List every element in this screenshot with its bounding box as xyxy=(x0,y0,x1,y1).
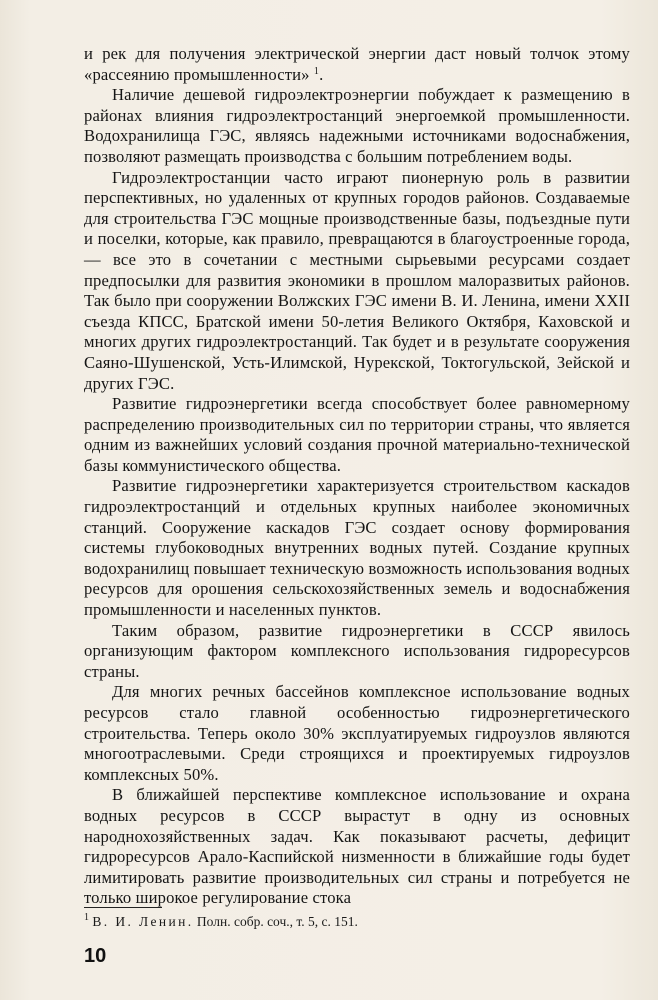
paragraph-6: Таким образом, развитие гидроэнергетики в СССР явилось организующим фактором комплексного использования гидроресурсов страны. xyxy=(84,620,630,681)
paragraph-4: Развитие гидроэнергетики всегда способствует более равномерному распределению производительных сил по территории страны, что является одним из важнейших условий создания прочной материально-технической базы коммунистического общества. xyxy=(84,394,630,475)
paragraph-5: Развитие гидроэнергетики характеризуется строительством каскадов гидроэлектростанций и отдельных крупных наиболее экономичных станций. Сооружение каскадов ГЭС создает основу формирования системы глубоководных внутренних водных путей. Создание крупных водохранилищ повышает техническую возможность использования водных ресурсов для орошения сельскохозяйственных земель и водоснабжения промышленности и населенных пунктов. xyxy=(84,476,631,620)
paragraph-8: В ближайшей перспективе комплексное использование и охрана водных ресурсов в СССР вырастут в одну из основных народнохозяйственных задач. Как показывают расчеты, дефицит гидроресурсов Арало-Каспийской низменности в ближайшие годы будет лимитировать развитие производительных сил страны и потребуется не только широкое регулирование стока xyxy=(84,785,630,908)
paragraph-1: и рек для получения электрической энергии даст новый толчок этому «рассеянию промышленности» $^1$. xyxy=(84,44,630,84)
footnote-citation: Полн. собр. соч., т. 5, с. 151. xyxy=(196,914,358,929)
paragraph-1-text: и рек для получения электрической энергии даст новый толчок этому «рассеянию промышленности» xyxy=(84,44,630,84)
paragraph-2: Наличие дешевой гидроэлектроэнергии побуждает к размещению в районах влияния гидроэлектростанций энергоемкой промышленности. Водохранилища ГЭС, являясь надежными источниками водоснабжения, позволяют размещать производства с большим потреблением воды. xyxy=(84,85,630,166)
paragraph-7: Для многих речных бассейнов комплексное использование водных ресурсов стало главной особенностью гидроэнергетического строительства. Теперь около 30% эксплуатируемых гидроузлов являются многоотраслевыми. Среди строящихся и проектируемых гидроузлов комплексных 50%. xyxy=(84,682,630,784)
footnote xyxy=(84,913,630,930)
page-number: 10 xyxy=(84,945,107,967)
footnote-divider xyxy=(84,907,162,908)
footnote-marker: 1 xyxy=(84,912,89,923)
footnote-reference: 1 xyxy=(313,65,320,77)
body-text xyxy=(84,44,630,909)
footnote-author: В. И. Ленин. xyxy=(92,914,194,929)
paragraph-3: Гидроэлектростанции часто играют пионерную роль в развитии перспективных, но удаленных от крупных городов районов. Создаваемые для строительства ГЭС мощные производственные базы, подъездные пути и поселки, которые, как правило, превращаются в благоустроенные города, — все это в сочетании с местными сырьевыми ресурсами создает предпосылки для развития экономики в прошлом малоразвитых районов. Так было при сооружении Волжских ГЭС имени В. И. Ленина, имени XXII съезда КПСС, Братской имени 50-летия Великого Октября, Каховской и многих других гидроэлектростанций. Так будет и в результате сооружения Саяно-Шушенской, Усть-Илимской, Нурекской, Токтогульской, Зейской и других ГЭС. xyxy=(84,167,630,393)
